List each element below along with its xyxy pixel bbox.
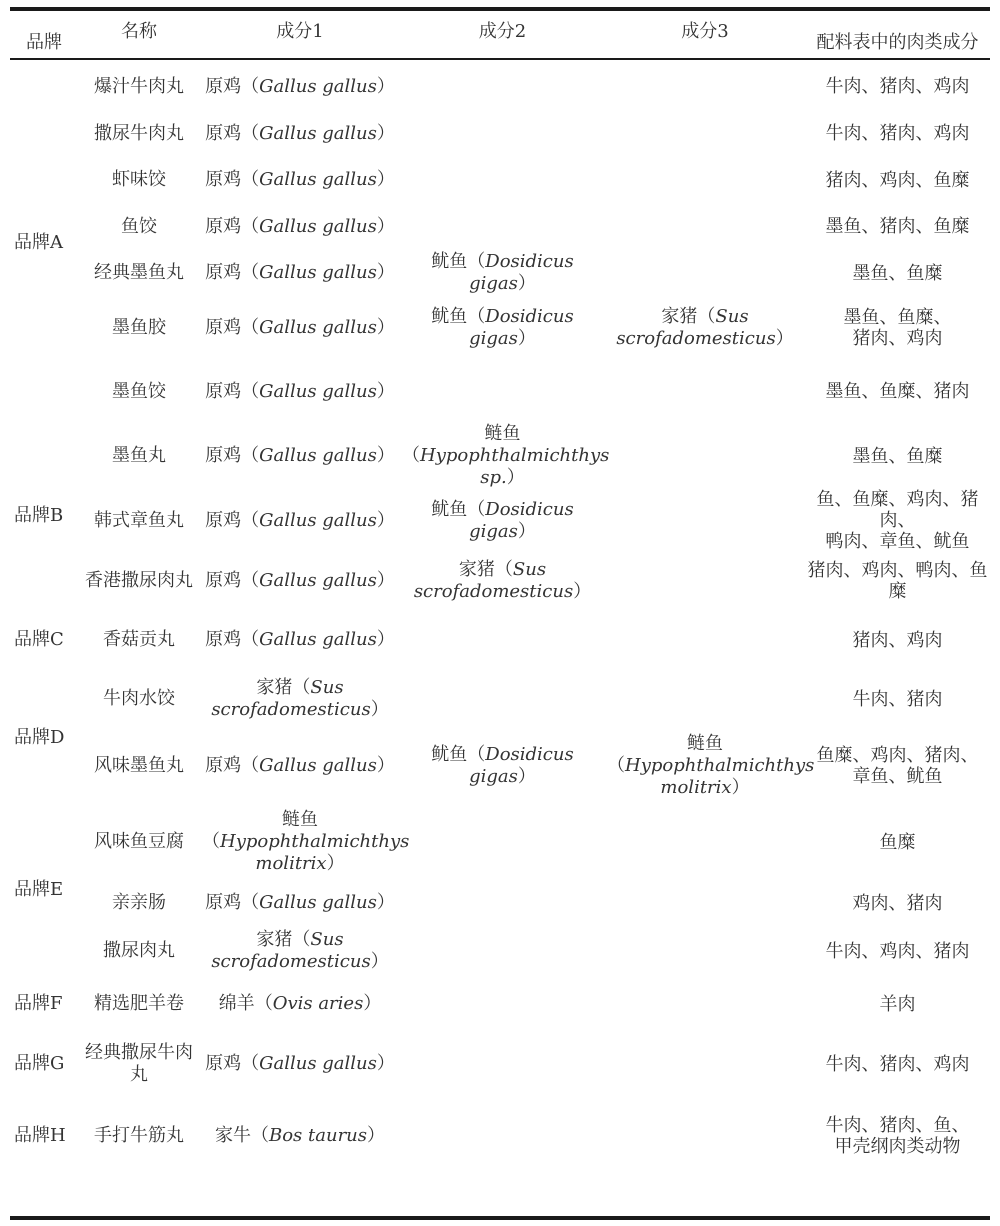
meat-listed-cell	[805, 727, 990, 805]
table-row	[10, 203, 990, 250]
ingredient-2-cell: 家猪（Sus scrofadomesticus）	[413, 558, 592, 602]
ingredient-1-cell: 家猪（Sus scrofadomesticus）	[211, 929, 389, 972]
ingredient-2-scientific-name: Dosidicus gigas	[469, 744, 574, 787]
product-name: 撒尿肉丸	[103, 940, 175, 961]
ingredient-1-common-name: 原鸡	[205, 215, 242, 237]
ingredient-1-common-name: 原鸡	[205, 509, 242, 531]
table-row	[10, 671, 990, 727]
ingredient-1-common-name: 鲢鱼	[282, 809, 318, 830]
meat-listed-cell	[805, 157, 990, 203]
ingredient-1-cell: 原鸡（Gallus gallus）	[205, 755, 395, 776]
table-row	[10, 157, 990, 203]
ingredient-1-scientific-name: Sus scrofadomesticus	[211, 677, 371, 720]
ingredient-3-cell	[605, 552, 805, 609]
product-name-cell	[78, 671, 200, 727]
product-name: 韩式章鱼丸	[94, 509, 184, 531]
meat-listed-line: 牛肉、猪肉、鸡肉	[825, 76, 970, 97]
ingredient-1-scientific-name: Gallus gallus	[259, 629, 377, 650]
ingredient-1-cell: 原鸡（Gallus gallus）	[205, 509, 395, 531]
meat-listed-cell	[805, 250, 990, 296]
ingredient-2-cell	[400, 609, 605, 671]
ingredient-2-scientific-name: Dosidicus gigas	[469, 306, 574, 349]
ingredient-1-cell: 原鸡（Gallus gallus）	[205, 445, 395, 466]
ingredient-table	[10, 13, 990, 1177]
ingredient-1-scientific-name: Gallus gallus	[259, 262, 377, 283]
ingredient-1-cell: 原鸡（Gallus gallus）	[205, 380, 395, 402]
ingredient-2-scientific-name: Sus scrofadomesticus	[413, 558, 574, 602]
ingredient-3-cell	[605, 423, 805, 489]
ingredient-1-scientific-name: Gallus gallus	[259, 509, 377, 531]
ingredient-2-cell	[400, 110, 605, 157]
product-name-cell	[78, 805, 200, 879]
brand-cell	[10, 63, 78, 423]
ingredient-2-cell	[400, 1033, 605, 1095]
table-row	[10, 360, 990, 423]
meat-listed-line: 猪肉、鸡肉	[852, 629, 943, 651]
ingredient-3-scientific-name: Sus scrofadomesticus	[616, 306, 776, 349]
meat-listed-cell	[805, 552, 990, 609]
ingredient-1-cell: 原鸡（Gallus gallus）	[205, 262, 395, 283]
product-name-cell	[78, 609, 200, 671]
table-row	[10, 805, 990, 879]
brand-cell	[10, 423, 78, 609]
ingredient-1-common-name: 原鸡	[205, 75, 242, 97]
meat-listed-cell	[805, 671, 990, 727]
ingredient-1-scientific-name: Ovis aries	[272, 993, 364, 1014]
product-name-cell	[78, 552, 200, 609]
ingredient-2-cell	[400, 203, 605, 250]
ingredient-1-cell: 原鸡（Gallus gallus）	[205, 169, 395, 190]
brand-cell	[10, 671, 78, 805]
ingredient-1-cell: 绵羊（Ovis aries）	[218, 993, 382, 1014]
ingredient-2-common-name: 鱿鱼	[431, 251, 468, 272]
meat-listed-line: 猪肉、鸡肉、鱼糜	[825, 169, 970, 191]
meat-listed-line: 牛肉、猪肉	[852, 688, 943, 710]
meat-listed-line: 牛肉、猪肉、鸡肉	[825, 123, 970, 144]
ingredient-1-scientific-name: Gallus gallus	[259, 75, 377, 97]
ingredient-3-cell	[605, 489, 805, 552]
ingredient-1-common-name: 原鸡	[205, 262, 242, 283]
ingredient-1-cell: 家猪（Sus scrofadomesticus）	[211, 677, 389, 720]
table-row	[10, 1095, 990, 1177]
brand-label: 品牌B	[14, 505, 64, 526]
product-name: 墨鱼饺	[112, 380, 166, 402]
product-name-cell	[78, 63, 200, 110]
ingredient-1-cell: 鲢鱼（Hypophthalmichthys molitrix）	[202, 809, 410, 874]
meat-listed-line: 鸭肉、章鱼、鱿鱼	[825, 531, 970, 552]
ingredient-1-scientific-name: Gallus gallus	[259, 1053, 377, 1074]
ingredient-2-cell	[400, 157, 605, 203]
product-name-cell	[78, 203, 200, 250]
meat-listed-line: 鱼、鱼糜、鸡肉、猪肉、	[816, 489, 979, 531]
ingredient-2-cell	[400, 63, 605, 110]
table-row	[10, 489, 990, 552]
product-name: 香港撒尿肉丸	[85, 569, 193, 591]
ingredient-3-cell	[605, 157, 805, 203]
meat-listed-line: 羊肉	[879, 993, 916, 1015]
ingredient-2-common-name: 鱿鱼	[431, 306, 468, 327]
header-ingredient-3: 成分3	[681, 21, 729, 42]
ingredient-1-scientific-name: Gallus gallus	[259, 755, 377, 776]
ingredient-1-cell: 家牛（Bos taurus）	[214, 1125, 385, 1146]
meat-listed-cell	[805, 423, 990, 489]
meat-listed-line: 牛肉、猪肉、鸡肉	[825, 1053, 970, 1075]
table-row	[10, 1033, 990, 1095]
table-row	[10, 296, 990, 360]
brand-label: 品牌C	[14, 629, 64, 650]
ingredient-2-cell	[400, 671, 605, 727]
product-name-cell	[78, 1033, 200, 1095]
meat-listed-cell	[805, 1095, 990, 1177]
table-header-row	[10, 13, 990, 63]
product-name-cell	[78, 110, 200, 157]
ingredient-2-cell: 鱿鱼（Dosidicus gigas）	[431, 306, 574, 349]
table-row	[10, 423, 990, 489]
ingredient-3-cell	[605, 609, 805, 671]
ingredient-2-cell	[400, 805, 605, 879]
meat-listed-cell	[805, 975, 990, 1033]
product-name: 精选肥羊卷	[94, 993, 184, 1014]
ingredient-1-common-name: 原鸡	[205, 892, 242, 913]
ingredient-2-cell: 鱿鱼（Dosidicus gigas）	[431, 744, 574, 787]
ingredient-3-cell	[605, 805, 805, 879]
table-row	[10, 609, 990, 671]
ingredient-3-cell	[605, 250, 805, 296]
product-name: 风味鱼豆腐	[94, 831, 184, 852]
meat-listed-cell	[805, 1033, 990, 1095]
meat-listed-cell	[805, 805, 990, 879]
meat-listed-line: 墨鱼、鱼糜	[852, 445, 943, 467]
product-name: 经典撒尿牛肉丸	[85, 1042, 193, 1085]
ingredient-1-common-name: 原鸡	[205, 755, 242, 776]
ingredient-1-scientific-name: Gallus gallus	[259, 569, 377, 591]
header-meat-listed: 配料表中的肉类成分	[816, 32, 979, 53]
brand-label: 品牌H	[14, 1125, 66, 1146]
brand-label: 品牌G	[14, 1053, 65, 1074]
ingredient-2-common-name: 鲢鱼	[484, 423, 521, 444]
table-bottom-rule	[10, 1216, 990, 1220]
meat-listed-cell	[805, 110, 990, 157]
ingredient-3-common-name: 家猪	[661, 306, 698, 327]
ingredient-1-scientific-name: Gallus gallus	[259, 445, 377, 466]
brand-cell	[10, 1033, 78, 1095]
ingredient-1-cell: 原鸡（Gallus gallus）	[205, 317, 395, 338]
meat-listed-line: 章鱼、鱿鱼	[852, 766, 943, 787]
meat-listed-line: 鱼糜、鸡肉、猪肉、	[816, 745, 979, 766]
ingredient-1-common-name: 原鸡	[205, 445, 242, 466]
product-name: 亲亲肠	[112, 892, 166, 913]
table-row	[10, 975, 990, 1033]
meat-listed-line: 墨鱼、鱼糜、	[843, 307, 952, 328]
product-name: 香菇贡丸	[103, 629, 175, 650]
ingredient-2-scientific-name: Dosidicus gigas	[469, 251, 574, 294]
header-name: 名称	[121, 21, 157, 42]
ingredient-3-cell	[605, 879, 805, 927]
ingredient-1-scientific-name: Gallus gallus	[259, 317, 377, 338]
header-ingredient-2: 成分2	[478, 21, 527, 42]
ingredient-1-scientific-name: Gallus gallus	[259, 215, 377, 237]
meat-listed-line: 墨鱼、猪肉、鱼糜	[825, 216, 970, 237]
product-name-cell	[78, 927, 200, 975]
ingredient-1-scientific-name: Bos taurus	[268, 1125, 367, 1146]
product-name-cell	[78, 360, 200, 423]
product-name-cell	[78, 489, 200, 552]
meat-listed-line: 鸡肉、猪肉	[852, 892, 943, 914]
ingredient-2-cell: 鱿鱼（Dosidicus gigas）	[431, 498, 574, 542]
product-name: 鱼饺	[121, 215, 157, 237]
ingredient-1-common-name: 原鸡	[205, 122, 242, 144]
table-row	[10, 727, 990, 805]
ingredient-2-cell: 鲢鱼（Hypophthalmichthys sp.）	[402, 423, 610, 488]
ingredient-3-cell	[605, 63, 805, 110]
meat-listed-cell	[805, 489, 990, 552]
ingredient-1-scientific-name: Gallus gallus	[259, 122, 377, 144]
ingredient-2-common-name: 鱿鱼	[431, 744, 468, 765]
table-row	[10, 552, 990, 609]
product-name: 墨鱼胶	[112, 317, 166, 338]
ingredient-1-cell: 原鸡（Gallus gallus）	[205, 75, 395, 97]
meat-listed-cell	[805, 63, 990, 110]
header-ingredient-1: 成分1	[276, 21, 324, 42]
brand-label: 品牌D	[14, 727, 65, 748]
meat-listed-line: 牛肉、鸡肉、猪肉	[825, 940, 970, 962]
ingredient-1-common-name: 原鸡	[205, 629, 242, 650]
table-row	[10, 110, 990, 157]
product-name-cell	[78, 879, 200, 927]
product-name: 牛肉水饺	[103, 688, 175, 709]
product-name: 经典墨鱼丸	[94, 262, 184, 283]
table-row	[10, 879, 990, 927]
meat-listed-line: 甲壳纲肉类动物	[834, 1136, 961, 1157]
product-name-cell	[78, 975, 200, 1033]
brand-cell	[10, 609, 78, 671]
meat-listed-cell	[805, 927, 990, 975]
meat-listed-cell	[805, 360, 990, 423]
ingredient-2-common-name: 家猪	[458, 558, 495, 580]
ingredient-3-cell	[605, 927, 805, 975]
ingredient-2-common-name: 鱿鱼	[431, 498, 468, 520]
ingredient-2-cell: 鱿鱼（Dosidicus gigas）	[431, 251, 574, 294]
ingredient-1-scientific-name: Gallus gallus	[259, 380, 377, 402]
brand-cell	[10, 805, 78, 975]
table-row	[10, 927, 990, 975]
product-name-cell	[78, 296, 200, 360]
meat-listed-line: 墨鱼、鱼糜	[852, 262, 943, 284]
ingredient-1-cell: 原鸡（Gallus gallus）	[205, 629, 395, 650]
ingredient-3-cell	[605, 671, 805, 727]
meat-listed-line: 猪肉、鸡肉、鸭肉、鱼糜	[807, 559, 988, 602]
ingredient-3-cell: 鲢鱼（Hypophthalmichthys molitrix）	[607, 733, 815, 798]
ingredient-1-common-name: 原鸡	[205, 569, 242, 591]
table-body	[10, 63, 990, 1177]
ingredient-1-common-name: 原鸡	[205, 317, 242, 338]
product-name: 虾味饺	[112, 169, 166, 190]
ingredient-1-cell: 原鸡（Gallus gallus）	[205, 122, 395, 144]
product-name: 爆汁牛肉丸	[94, 75, 184, 97]
product-name: 手打牛筋丸	[94, 1125, 184, 1146]
ingredient-3-cell: 家猪（Sus scrofadomesticus）	[616, 306, 794, 349]
table-row	[10, 250, 990, 296]
product-name: 撒尿牛肉丸	[94, 122, 184, 144]
meat-listed-cell	[805, 609, 990, 671]
product-name-cell	[78, 423, 200, 489]
ingredient-1-cell: 原鸡（Gallus gallus）	[205, 1053, 395, 1074]
ingredient-2-cell	[400, 927, 605, 975]
ingredient-1-common-name: 原鸡	[205, 380, 242, 402]
brand-cell	[10, 975, 78, 1033]
ingredient-1-cell: 原鸡（Gallus gallus）	[205, 569, 395, 591]
ingredient-3-cell	[605, 1033, 805, 1095]
meat-listed-cell	[805, 296, 990, 360]
ingredient-1-scientific-name: Gallus gallus	[259, 892, 377, 913]
table-top-rule	[10, 7, 990, 11]
product-name: 风味墨鱼丸	[94, 755, 184, 776]
ingredient-2-scientific-name: Dosidicus gigas	[469, 498, 574, 542]
ingredient-1-common-name: 家猪	[256, 677, 293, 698]
ingredient-1-cell: 原鸡（Gallus gallus）	[205, 892, 395, 913]
meat-listed-cell	[805, 203, 990, 250]
ingredient-3-cell	[605, 1095, 805, 1177]
brand-cell	[10, 1095, 78, 1177]
ingredient-2-cell	[400, 879, 605, 927]
product-name: 墨鱼丸	[112, 445, 166, 466]
ingredient-2-cell	[400, 360, 605, 423]
product-name-cell	[78, 157, 200, 203]
ingredient-3-cell	[605, 203, 805, 250]
ingredient-2-scientific-name: Hypophthalmichthys sp.	[420, 445, 610, 488]
ingredient-1-cell: 原鸡（Gallus gallus）	[205, 215, 395, 237]
ingredient-1-common-name: 绵羊	[218, 993, 255, 1014]
ingredient-1-common-name: 原鸡	[205, 169, 242, 190]
ingredient-1-scientific-name: Sus scrofadomesticus	[211, 929, 371, 972]
product-name-cell	[78, 1095, 200, 1177]
ingredient-3-scientific-name: Hypophthalmichthys molitrix	[625, 755, 815, 798]
brand-label: 品牌E	[14, 879, 64, 900]
meat-listed-cell	[805, 879, 990, 927]
ingredient-1-scientific-name: Hypophthalmichthys molitrix	[220, 831, 410, 874]
product-name-cell	[78, 250, 200, 296]
ingredient-1-scientific-name: Gallus gallus	[259, 169, 377, 190]
ingredient-3-cell	[605, 110, 805, 157]
brand-label: 品牌A	[14, 232, 63, 253]
header-brand: 品牌	[26, 32, 62, 53]
ingredient-3-common-name: 鲢鱼	[687, 733, 723, 754]
ingredient-3-cell	[605, 360, 805, 423]
ingredient-2-cell	[400, 1095, 605, 1177]
meat-listed-line: 墨鱼、鱼糜、猪肉	[825, 381, 970, 402]
ingredient-3-cell	[605, 975, 805, 1033]
product-name-cell	[78, 727, 200, 805]
ingredient-1-common-name: 原鸡	[205, 1053, 242, 1074]
ingredient-2-cell	[400, 975, 605, 1033]
brand-label: 品牌F	[14, 993, 63, 1014]
meat-listed-line: 鱼糜	[879, 831, 916, 853]
ingredient-1-common-name: 家猪	[256, 929, 293, 950]
table-row	[10, 63, 990, 110]
meat-listed-line: 猪肉、鸡肉	[852, 328, 943, 349]
ingredient-1-common-name: 家牛	[214, 1125, 251, 1146]
meat-listed-line: 牛肉、猪肉、鱼、	[825, 1115, 970, 1136]
